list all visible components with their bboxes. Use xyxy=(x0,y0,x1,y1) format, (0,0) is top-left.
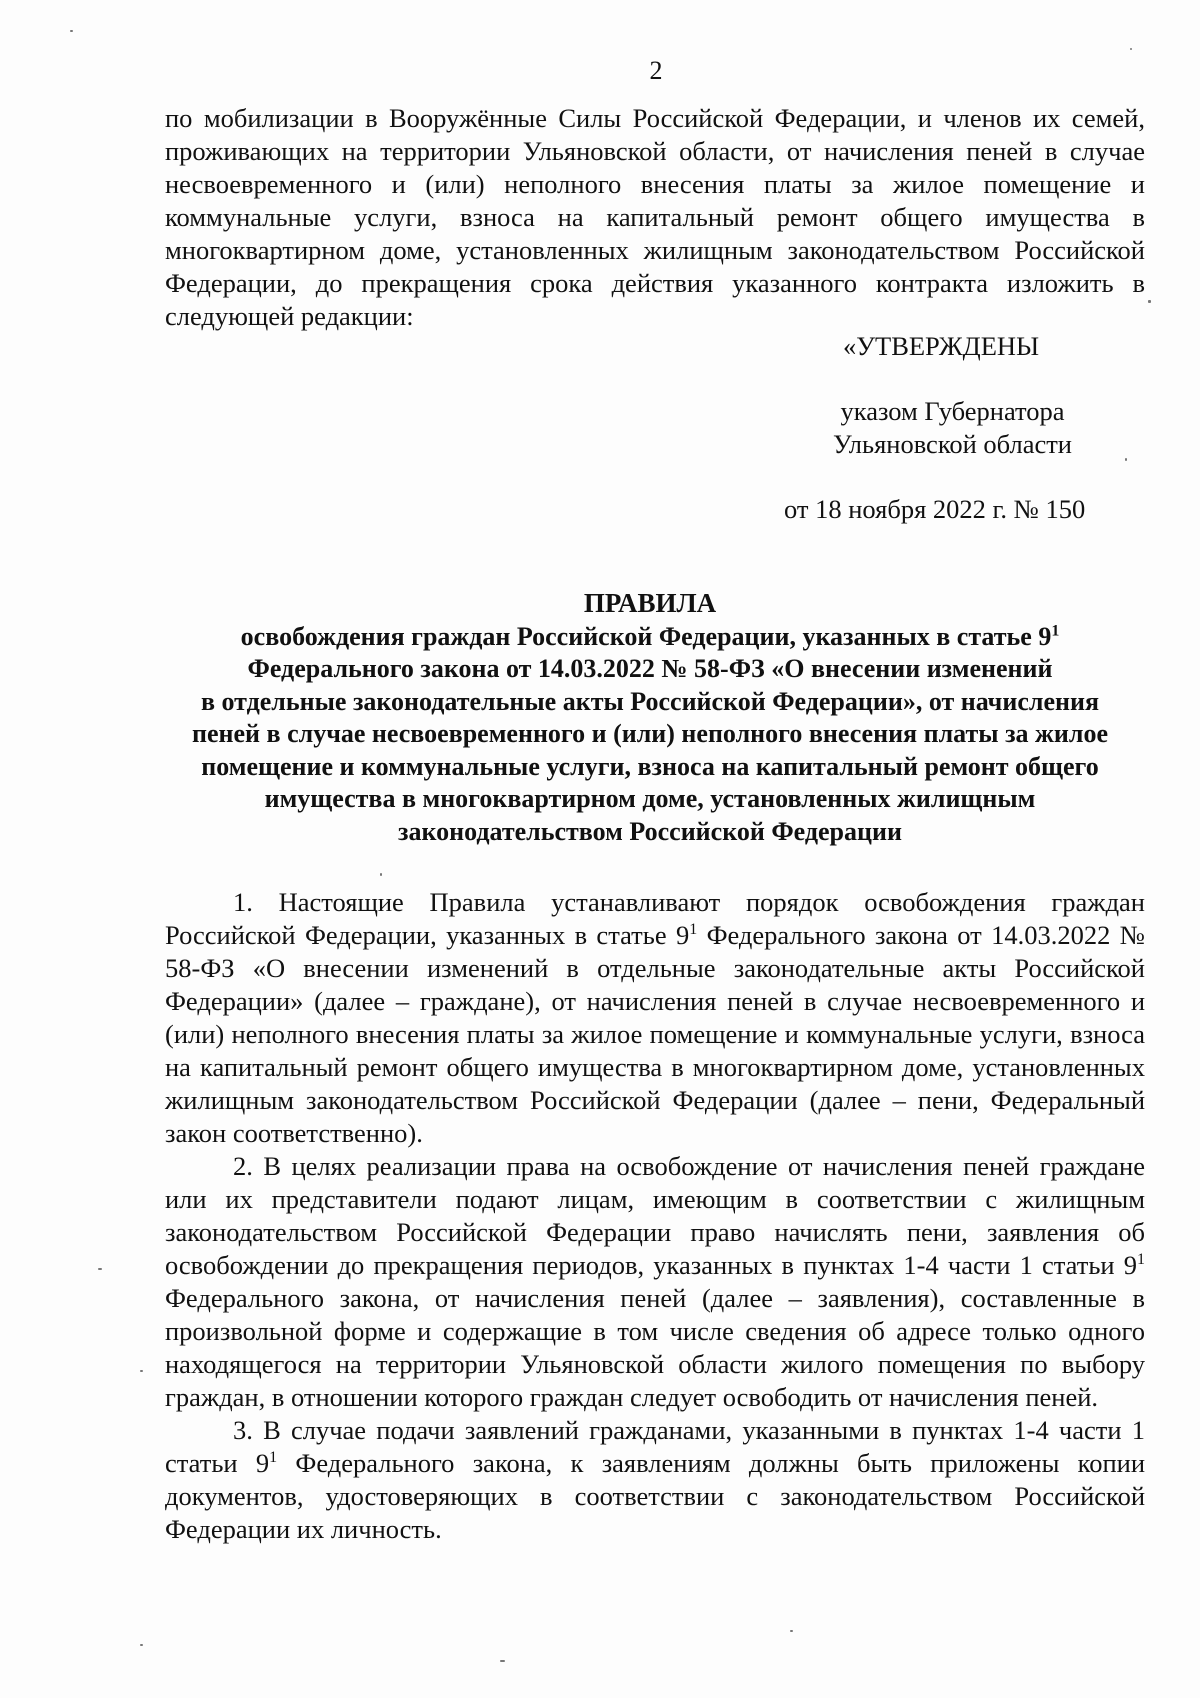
rules-subtitle-line-1 xyxy=(150,621,1150,654)
approval-authority xyxy=(825,395,1080,461)
scan-speck xyxy=(70,30,73,32)
rules-subtitle-line-7: законодательством Российской Федерации xyxy=(398,816,902,846)
rules-subtitle-line-2: Федерального закона от 14.03.2022 № 58-ФЗ «О внесении изменений xyxy=(247,654,1053,683)
scan-speck xyxy=(140,1370,143,1372)
approval-heading: «УТВЕРЖДЕНЫ xyxy=(843,331,1040,361)
scan-speck xyxy=(500,1660,505,1662)
superscript: 1 xyxy=(1137,1251,1145,1269)
approval-line-1: указом Губернатора xyxy=(840,396,1065,426)
rules-subtitle-line-6: имущества в многоквартирном доме, установленных жилищным xyxy=(264,784,1036,813)
rule-item-2 xyxy=(165,1150,1145,1414)
rules-subtitle-line-5: помещение и коммунальные услуги, взноса на капитальный ремонт общего xyxy=(201,751,1099,781)
rule-item-1 xyxy=(165,886,1145,1150)
rules-title-block xyxy=(150,587,1150,848)
rule-item-3-text-a: 3. В случае подачи заявлений гражданами, указанными в пунктах 1-4 части 1 статьи 9 xyxy=(165,1415,1145,1478)
superscript: 1 xyxy=(269,1449,278,1467)
superscript: 1 xyxy=(1051,621,1060,639)
rule-item-3 xyxy=(165,1414,1145,1546)
scan-speck xyxy=(1125,458,1127,461)
page-number: 2 xyxy=(649,56,663,85)
scan-speck xyxy=(98,1268,102,1270)
scan-speck xyxy=(380,873,382,876)
rule-item-1-text-a: 1. Настоящие Правила устанавливают порядок освобождения граждан Российской Федерации, указанных в статье 9 xyxy=(165,887,1145,950)
rules-title: ПРАВИЛА xyxy=(583,588,717,618)
scan-speck xyxy=(140,1644,143,1646)
rule-item-3-text-b: Федерального закона, к заявлениям должны быть приложены копии документов, удостоверяющих в соответствии с законодательством Российской Федерации их личность. xyxy=(165,1448,1146,1544)
scan-speck xyxy=(1130,48,1132,50)
rule-item-2-text-b: Федерального закона, от начисления пеней (далее – заявления), составленные в произвольной форме и содержащие в том числе сведения об адресе только одного находящегося на территории Ульяновской области жилого помещения по выбору граждан, в отношении которого граждан следует освободить от начисления пеней. xyxy=(165,1283,1145,1412)
rule-item-1-text-b: Федерального закона от 14.03.2022 № 58-ФЗ «О внесении изменений в отдельные законодательные акты Российской Федерации» (далее – граждане), от начисления пеней в случае несвоевременного и (или) неполного внесения платы за жилое помещение и коммунальные услуги, взноса на капитальный ремонт общего имущества в многоквартирном доме, установленных жилищным законодательством Российской Федерации (далее – пени, Федеральный закон соответственно). xyxy=(165,920,1145,1148)
approval-date: от 18 ноября 2022 г. № 150 xyxy=(784,494,1086,524)
approval-line-2: Ульяновской области xyxy=(833,429,1072,459)
scan-speck xyxy=(1148,300,1151,303)
rules-subtitle-line-4: пеней в случае несвоевременного и (или) неполного внесения платы за жилое xyxy=(192,719,1108,748)
intro-paragraph: по мобилизации в Вооружённые Силы Российской Федерации, и членов их семей, проживающих на территории Ульяновской области, от начисления пеней в случае несвоевременного и (или) неполного внесения платы за жилое помещение и коммунальные услуги, взноса на капитальный ремонт общего имущества в многоквартирном доме, установленных жилищным законодательством Российской Федерации, до прекращения срока действия указанного контракта изложить в следующей редакции: xyxy=(165,103,1145,331)
rule-item-2-text-a: 2. В целях реализации права на освобождение от начисления пеней граждане или их представители подают лицам, имеющим в соответствии с жилищным законодательством Российской Федерации право начислять пени, заявления об освобождении до прекращения периодов, указанных в пунктах 1-4 части 1 статьи 9 xyxy=(165,1151,1145,1280)
superscript: 1 xyxy=(689,921,698,939)
scan-speck xyxy=(790,1630,793,1632)
rules-subtitle-line-3: в отдельные законодательные акты Российской Федерации», от начисления xyxy=(200,686,1100,716)
rules-items xyxy=(165,886,1145,1546)
rules-subtitle-line-1-text: освобождения граждан Российской Федерации, указанных в статье 9 xyxy=(240,621,1052,651)
